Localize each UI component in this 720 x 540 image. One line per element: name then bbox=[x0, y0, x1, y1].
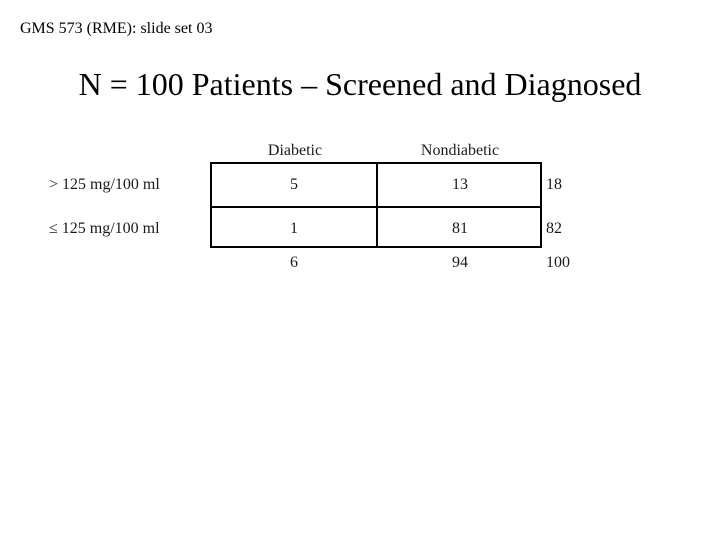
slide-title: N = 100 Patients – Screened and Diagnosed bbox=[78, 66, 642, 102]
slide-header: GMS 573 (RME): slide set 03 bbox=[20, 20, 213, 37]
cell-low-diabetic: 1 bbox=[290, 220, 298, 237]
grid-vertical-divider bbox=[376, 164, 378, 246]
grid-horizontal-divider bbox=[212, 206, 540, 208]
column-header-nondiabetic: Nondiabetic bbox=[420, 142, 500, 159]
column-header-diabetic: Diabetic bbox=[267, 142, 323, 159]
row-label-low-glucose: ≤ 125 mg/100 ml bbox=[49, 220, 160, 237]
row-total-low: 82 bbox=[546, 220, 562, 237]
column-total-nondiabetic: 94 bbox=[452, 254, 468, 271]
table-grid bbox=[210, 162, 542, 248]
cell-high-diabetic: 5 bbox=[290, 176, 298, 193]
grand-total: 100 bbox=[546, 254, 570, 271]
cell-low-nondiabetic: 81 bbox=[452, 220, 468, 237]
column-total-diabetic: 6 bbox=[290, 254, 298, 271]
row-label-high-glucose: > 125 mg/100 ml bbox=[49, 176, 160, 193]
row-total-high: 18 bbox=[546, 176, 562, 193]
cell-high-nondiabetic: 13 bbox=[452, 176, 468, 193]
